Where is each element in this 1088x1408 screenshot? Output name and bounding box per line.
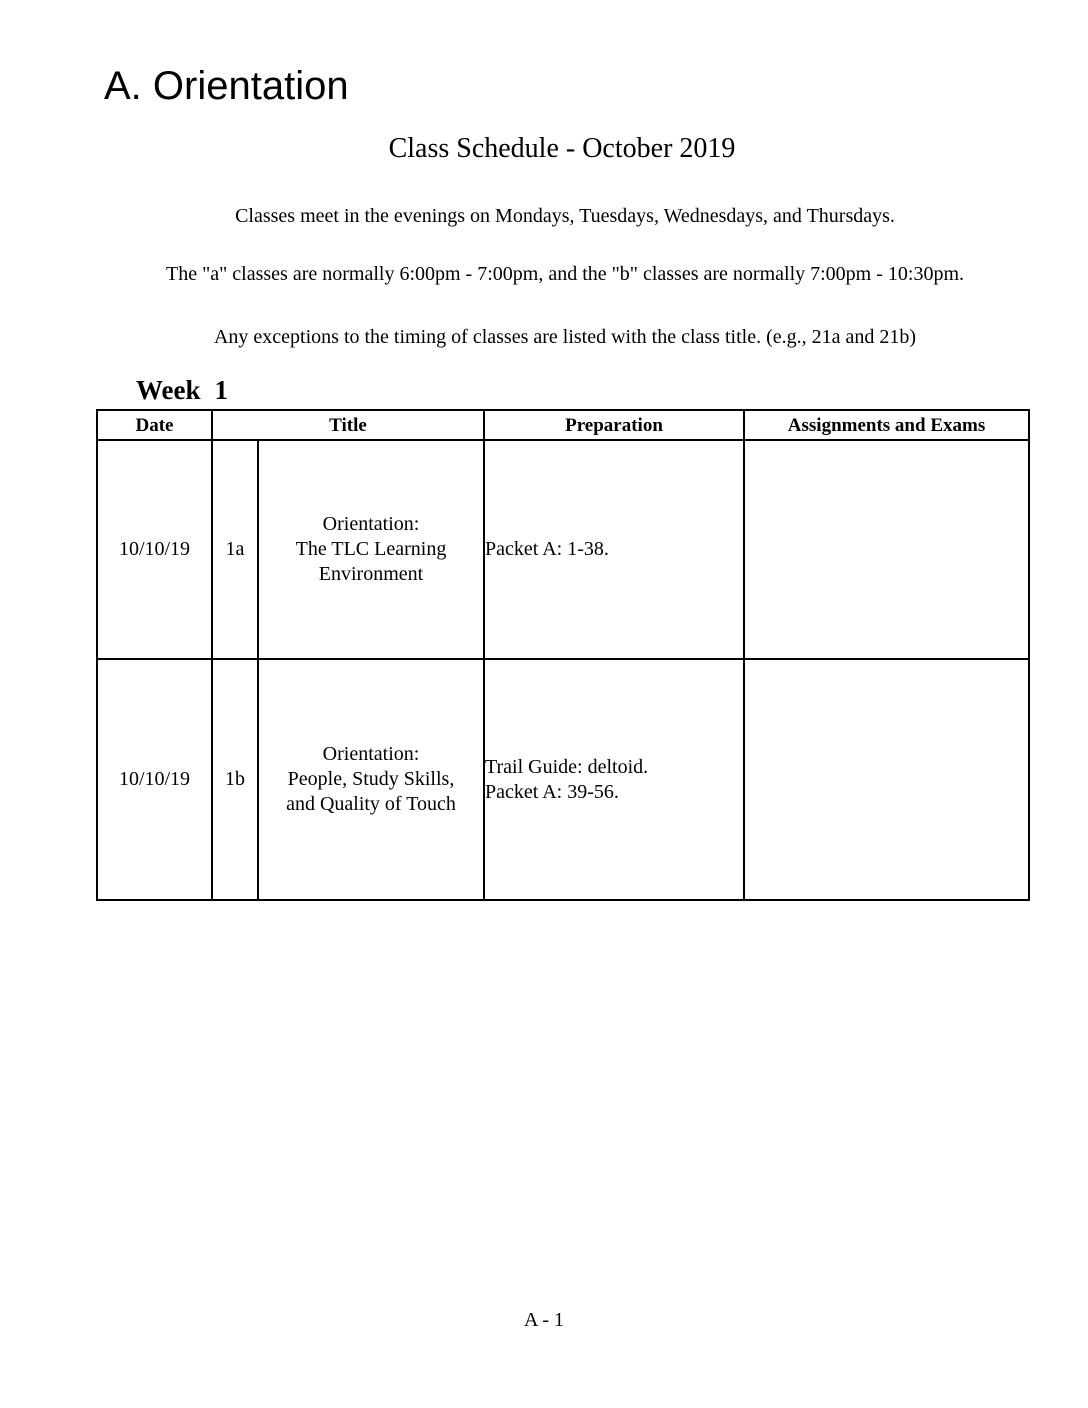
schedule-table	[96, 409, 1030, 901]
week-heading	[136, 374, 228, 406]
preparation-line: Packet A: 1-38.	[485, 538, 609, 560]
week-number: 1	[214, 375, 228, 405]
row-assignments	[744, 440, 1029, 659]
row-class-id: 1a	[212, 440, 258, 659]
title-line: and Quality of Touch	[286, 793, 456, 815]
header-title: Title	[212, 410, 484, 440]
table-header-row	[97, 410, 1029, 440]
section-title: A. Orientation	[104, 64, 349, 108]
page-number: A - 1	[524, 1309, 564, 1331]
preparation-line: Packet A: 39-56.	[485, 780, 619, 803]
title-line: The TLC Learning	[295, 538, 447, 560]
title-line: Orientation:	[322, 743, 420, 765]
meeting-days-note: Classes meet in the evenings on Mondays, Tuesdays, Wednesdays, and Thursdays.	[235, 205, 895, 227]
table-row	[97, 659, 1029, 900]
title-line: Orientation:	[322, 513, 420, 535]
row-title	[258, 440, 484, 659]
header-date: Date	[97, 410, 212, 440]
title-line: Environment	[318, 563, 424, 585]
schedule-title: Class Schedule - October 2019	[388, 133, 736, 164]
row-preparation	[484, 659, 744, 900]
header-preparation: Preparation	[484, 410, 744, 440]
table-row	[97, 440, 1029, 659]
week-label: Week	[136, 375, 201, 405]
title-line: People, Study Skills,	[287, 768, 455, 790]
preparation-line: Trail Guide: deltoid.	[485, 755, 649, 778]
row-date: 10/10/19	[97, 440, 212, 659]
row-class-id: 1b	[212, 659, 258, 900]
row-date: 10/10/19	[97, 659, 212, 900]
class-times-note: The "a" classes are normally 6:00pm - 7:00pm, and the "b" classes are normally 7:00pm - 10:30pm.	[165, 263, 965, 285]
row-preparation	[484, 440, 744, 659]
row-assignments	[744, 659, 1029, 900]
row-title	[258, 659, 484, 900]
header-assignments: Assignments and Exams	[744, 410, 1029, 440]
exceptions-note: Any exceptions to the timing of classes are listed with the class title. (e.g., 21a and 21b)	[213, 326, 917, 348]
